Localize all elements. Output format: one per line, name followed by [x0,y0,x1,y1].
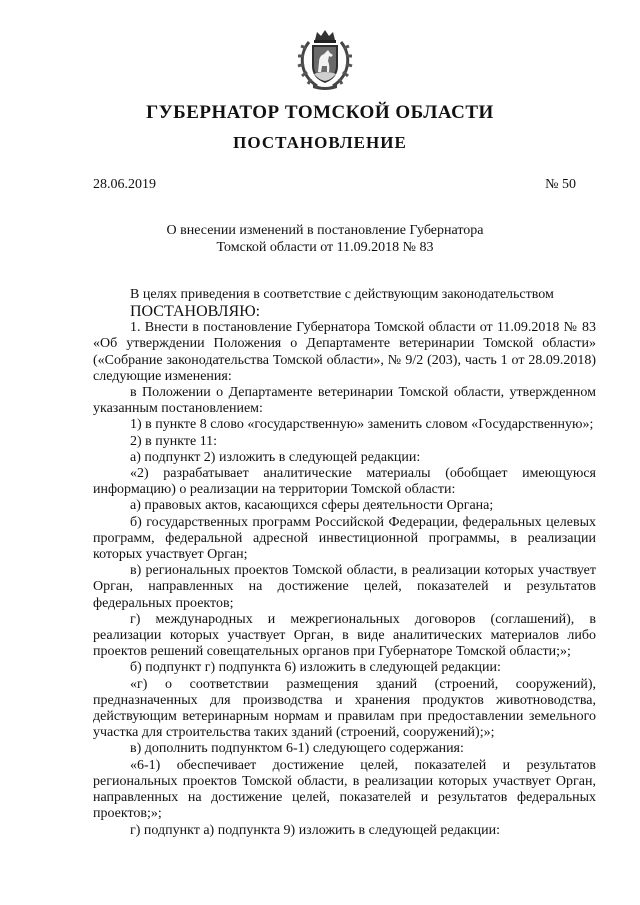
subject-line: О внесении изменений в постановление Губернатора [166,223,484,238]
body-paragraph: «6-1) обеспечивает достижение целей, показателей и результатов региональных проектов Томской области, в реализации которых участвует Орган, направленных на достижение целей, показателей и результатов федеральных проектов;»; [93,757,596,822]
body-paragraph: 1. Внести в постановление Губернатора Томской области от 11.09.2018 № 83 «Об утверждении Положения о Департаменте ветеринарии Томской области» («Собрание законодательства Томской области», № 9/2 (203), часть 1 от 28.09.2018) следующие изменения: [93,320,596,384]
body-paragraph: б) государственных программ Российской Федерации, федеральных целевых программ, федеральной адресной инвестиционной программы, в реализации которых участвует Орган; [93,514,596,563]
body-paragraph: 1) в пункте 8 слово «государственную» заменить словом «Государственную»; [130,417,594,433]
body-paragraph: б) подпункт г) подпункта 6) изложить в следующей редакции: [130,660,501,676]
body-paragraph: в) региональных проектов Томской области, в реализации которых участвует Орган, направленных на достижение целей, показателей и результатов федеральных проектов; [93,563,596,611]
body-paragraph: «2) разрабатывает аналитические материалы (обобщает имеющуюся информацию) о реализации на территории Томской области: [93,466,596,498]
body-paragraph: г) подпункт а) подпункта 9) изложить в следующей редакции: [130,822,500,838]
body-paragraph: 2) в пункте 11: [130,433,218,449]
document-type: ПОСТАНОВЛЕНИЕ [233,133,407,152]
document-subject [120,222,530,256]
body-paragraph: г) международных и межрегиональных договоров (соглашений), в реализации которых участвует Орган, в виде аналитических материалов либо проектов решений совещательных органов при Губернаторе Томской области;»; [93,611,596,660]
decree-keyword: ПОСТАНОВЛЯЮ: [130,303,261,321]
org-title: ГУБЕРНАТОР ТОМСКОЙ ОБЛАСТИ [146,102,494,123]
body-paragraph: в) дополнить подпунктом 6-1) следующего содержания: [130,741,464,757]
body-paragraph: а) подпункт 2) изложить в следующей редакции: [130,449,421,465]
body-paragraph: а) правовых актов, касающихся сферы деятельности Органа; [130,498,494,514]
coat-of-arms-icon [295,28,355,92]
document-date: 28.06.2019 [93,177,156,192]
document-body [93,287,596,839]
body-paragraph: «г) о соответствии размещения зданий (строений, сооружений), предназначенных для производства и хранения продуктов животноводства, действующим ветеринарным нормам и правилам при предоставлении земельного участка для строительства таких зданий (строений, сооружений);»; [93,676,596,741]
body-paragraph: в Положении о Департаменте ветеринарии Томской области, утвержденном указанным постановлением: [93,385,596,417]
subject-line: Томской области от 11.09.2018 № 83 [216,240,434,255]
body-paragraph: В целях приведения в соответствие с действующим законодательством [130,287,554,302]
document-number: № 50 [545,177,576,192]
